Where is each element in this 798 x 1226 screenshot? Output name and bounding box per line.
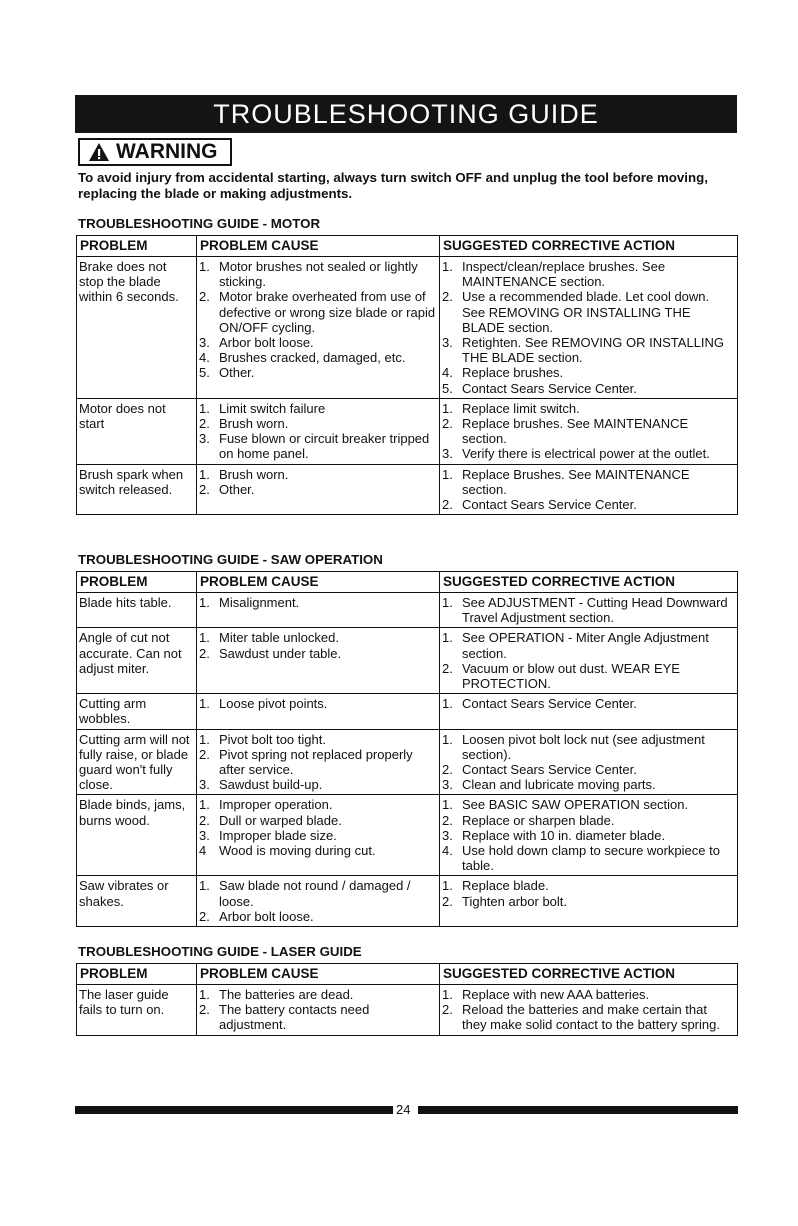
table-header-row (77, 236, 738, 257)
action-cell-list (442, 259, 734, 396)
cause-item-text: Arbor bolt loose. (219, 908, 314, 924)
cause-item-number: 3. (199, 827, 210, 843)
action-item (442, 894, 734, 909)
action-item-number: 3. (442, 777, 453, 793)
cause-item-number: 1. (199, 696, 210, 712)
cause-item-text: Saw blade not round / damaged / loose. (219, 878, 411, 909)
table-row (77, 593, 738, 628)
action-item-number: 1. (442, 797, 453, 813)
cause-item-number: 1. (199, 797, 210, 813)
action-item-number: 1. (442, 987, 453, 1002)
action-item (442, 416, 734, 446)
action-item (442, 762, 734, 777)
action-cell (440, 729, 738, 795)
cause-item-number: 4 (199, 843, 207, 859)
action-item (442, 335, 734, 365)
action-item-text: Contact Sears Service Center. (462, 696, 637, 712)
cause-item-text: Pivot spring not replaced properly after service. (219, 746, 413, 778)
cause-item-text: Motor brushes not sealed or lightly sticking. (219, 259, 418, 290)
problem-cell: Brush spark when switch released. (77, 464, 197, 515)
action-cell-list (442, 401, 734, 462)
cause-item (199, 416, 436, 431)
action-item-text: Verify there is electrical power at the outlet. (462, 446, 710, 462)
action-item-number: 1. (442, 259, 453, 274)
page-number: 24 (396, 1102, 411, 1117)
cause-item-text: Limit switch failure (219, 400, 326, 416)
cause-item (199, 350, 436, 365)
action-item-text: Replace blade. (462, 878, 549, 894)
action-item-number: 1. (442, 595, 453, 610)
cause-item (199, 595, 436, 610)
cause-cell-list (199, 630, 436, 660)
action-item-text: Vacuum or blow out dust. WEAR EYE PROTECTION. (462, 660, 680, 692)
action-cell (440, 694, 738, 729)
cause-item-number: 2. (199, 908, 210, 924)
action-item-text: Use hold down clamp to secure workpiece to table. (462, 843, 720, 874)
cause-item (199, 696, 436, 711)
table-row (77, 795, 738, 876)
cause-item-text: Improper blade size. (219, 827, 337, 843)
problem-cell: Blade hits table. (77, 593, 197, 628)
cause-item (199, 467, 436, 482)
cause-item (199, 335, 436, 350)
cause-item-text: The batteries are dead. (219, 987, 354, 1002)
cause-item (199, 813, 436, 828)
cause-cell-list (199, 878, 436, 924)
table-row (77, 628, 738, 694)
cause-cell-list (199, 401, 436, 462)
header-problem-cause: PROBLEM CAUSE (197, 236, 440, 257)
action-item (442, 797, 734, 812)
cause-cell (197, 628, 440, 694)
action-item (442, 843, 734, 873)
warning-triangle-icon (88, 142, 110, 162)
cause-item-text: Motor brake overheated from use of defective or wrong size blade or rapid ON/OFF cycling. (219, 289, 436, 335)
motor-troubleshooting-table (76, 235, 738, 515)
cause-item (199, 630, 436, 645)
cause-item (199, 797, 436, 812)
header-problem-cause: PROBLEM CAUSE (197, 572, 440, 593)
cause-item (199, 987, 436, 1002)
action-item-number: 2. (442, 812, 453, 828)
table-row (77, 694, 738, 729)
action-item-text: Loosen pivot bolt lock nut (see adjustment section). (462, 731, 705, 762)
action-item-number: 4. (442, 843, 453, 859)
cause-item-text: Brushes cracked, damaged, etc. (219, 350, 406, 366)
saw-section-title: TROUBLESHOOTING GUIDE - SAW OPERATION (78, 552, 383, 567)
header-problem: PROBLEM (77, 236, 197, 257)
table-row (77, 464, 738, 515)
action-cell-list (442, 467, 734, 513)
cause-item-number: 5. (199, 365, 210, 381)
action-item-text: Reload the batteries and make certain that they make solid contact to the battery spring. (462, 1002, 720, 1033)
action-item-number: 2. (442, 416, 453, 432)
cause-cell (197, 985, 440, 1036)
cause-cell-list (199, 595, 436, 610)
cause-item-number: 3. (199, 431, 210, 447)
action-cell (440, 795, 738, 876)
cause-item-number: 3. (199, 777, 210, 793)
cause-item-number: 2. (199, 289, 210, 305)
action-item-text: See BASIC SAW OPERATION section. (462, 797, 689, 813)
cause-item-number: 2. (199, 481, 210, 497)
table-row (77, 876, 738, 927)
action-item-text: Replace brushes. See MAINTENANCE section. (462, 416, 689, 447)
action-item-text: Contact Sears Service Center. (462, 497, 637, 513)
action-item-text: Clean and lubricate moving parts. (462, 777, 656, 793)
header-problem: PROBLEM (77, 572, 197, 593)
cause-item (199, 747, 436, 777)
cause-item-text: Sawdust under table. (219, 645, 342, 661)
cause-cell-list (199, 467, 436, 497)
footer-rule-right (418, 1106, 738, 1114)
header-corrective-action: SUGGESTED CORRECTIVE ACTION (440, 236, 738, 257)
action-cell (440, 398, 738, 464)
cause-item (199, 843, 436, 858)
warning-label: WARNING (116, 140, 218, 163)
action-item-text: Replace with new AAA batteries. (462, 987, 650, 1002)
cause-item-text: Sawdust build-up. (219, 777, 323, 793)
cause-item-number: 1. (199, 400, 210, 416)
cause-item-number: 3. (199, 335, 210, 351)
action-cell-list (442, 878, 734, 908)
cause-cell (197, 729, 440, 795)
problem-cell: Motor does not start (77, 398, 197, 464)
action-cell (440, 257, 738, 399)
cause-item (199, 365, 436, 380)
cause-item-number: 2. (199, 746, 210, 762)
action-item-number: 2. (442, 762, 453, 778)
cause-item-text: Improper operation. (219, 797, 333, 813)
action-item (442, 446, 734, 461)
action-item (442, 595, 734, 625)
action-item-text: Replace or sharpen blade. (462, 812, 615, 828)
action-cell-list (442, 630, 734, 691)
action-item-text: Contact Sears Service Center. (462, 762, 637, 778)
cause-item (199, 289, 436, 335)
cause-item (199, 909, 436, 924)
action-item-number: 2. (442, 893, 453, 909)
cause-item-text: Miter table unlocked. (219, 630, 339, 646)
action-item (442, 381, 734, 396)
cause-item-number: 1. (199, 630, 210, 646)
action-cell-list (442, 797, 734, 873)
cause-item-text: Brush worn. (219, 416, 289, 432)
action-item-number: 1. (442, 696, 453, 712)
action-item (442, 467, 734, 497)
action-item-number: 1. (442, 731, 453, 747)
action-cell (440, 876, 738, 927)
table-row (77, 985, 738, 1036)
problem-cell: Cutting arm will not fully raise, or blade guard won't fully close. (77, 729, 197, 795)
cause-item (199, 482, 436, 497)
cause-cell (197, 398, 440, 464)
cause-item-text: Misalignment. (219, 595, 300, 610)
action-cell-list (442, 987, 734, 1033)
problem-cell: Saw vibrates or shakes. (77, 876, 197, 927)
action-item-text: Replace limit switch. (462, 400, 580, 416)
action-item-number: 4. (442, 365, 453, 381)
cause-cell-list (199, 797, 436, 858)
cause-item-text: Loose pivot points. (219, 696, 328, 712)
action-item-number: 1. (442, 878, 453, 894)
action-item-number: 3. (442, 827, 453, 843)
cause-item-text: Other. (219, 481, 255, 497)
action-item (442, 777, 734, 792)
action-item-text: Contact Sears Service Center. (462, 380, 637, 396)
cause-item (199, 646, 436, 661)
header-problem-cause: PROBLEM CAUSE (197, 964, 440, 985)
warning-label-box (78, 138, 232, 166)
laser-guide-troubleshooting-table (76, 963, 738, 1036)
cause-cell (197, 257, 440, 399)
page-title-banner: TROUBLESHOOTING GUIDE (75, 95, 737, 133)
cause-item-number: 1. (199, 259, 210, 274)
action-item-text: Retighten. See REMOVING OR INSTALLING THE BLADE section. (462, 335, 725, 366)
cause-item-text: The battery contacts need adjustment. (219, 1002, 370, 1033)
cause-cell (197, 876, 440, 927)
action-item-text: Replace Brushes. See MAINTENANCE section. (462, 466, 690, 497)
cause-cell (197, 593, 440, 628)
cause-item-number: 1. (199, 466, 210, 482)
action-item (442, 696, 734, 711)
action-item-number: 2. (442, 1002, 453, 1018)
cause-cell-list (199, 696, 436, 711)
cause-item-number: 1. (199, 987, 210, 1002)
cause-item-text: Pivot bolt too tight. (219, 731, 326, 747)
cause-item (199, 259, 436, 289)
cause-item-text: Fuse blown or circuit breaker tripped on home panel. (219, 431, 430, 462)
table-row (77, 257, 738, 399)
cause-item (199, 828, 436, 843)
table-row (77, 729, 738, 795)
cause-item (199, 1002, 436, 1032)
cause-item (199, 431, 436, 461)
action-cell (440, 985, 738, 1036)
action-cell (440, 593, 738, 628)
cause-cell (197, 795, 440, 876)
warning-text: To avoid injury from accidental starting, always turn switch OFF and unplug the tool before moving, replacing the blade or making adjustments. (78, 170, 708, 201)
header-corrective-action: SUGGESTED CORRECTIVE ACTION (440, 964, 738, 985)
cause-item-text: Wood is moving during cut. (219, 843, 376, 859)
action-item-number: 2. (442, 660, 453, 676)
action-item (442, 630, 734, 660)
action-cell-list (442, 732, 734, 793)
action-item-text: Replace with 10 in. diameter blade. (462, 827, 666, 843)
action-item-text: See OPERATION - Miter Angle Adjustment section. (462, 630, 709, 661)
cause-cell (197, 694, 440, 729)
cause-item (199, 732, 436, 747)
action-item-text: See ADJUSTMENT - Cutting Head Downward Travel Adjustment section. (462, 595, 728, 626)
action-item (442, 828, 734, 843)
footer-rule-left (75, 1106, 393, 1114)
cause-item-number: 1. (199, 731, 210, 747)
cause-item-text: Brush worn. (219, 466, 289, 482)
problem-cell: Cutting arm wobbles. (77, 694, 197, 729)
problem-cell: Blade binds, jams, burns wood. (77, 795, 197, 876)
action-item-number: 2. (442, 497, 453, 513)
cause-item-number: 2. (199, 645, 210, 661)
table-header-row (77, 572, 738, 593)
action-item-number: 1. (442, 466, 453, 482)
action-item (442, 1002, 734, 1032)
problem-cell: Angle of cut not accurate. Can not adjust miter. (77, 628, 197, 694)
action-item (442, 813, 734, 828)
action-item (442, 497, 734, 512)
action-item-number: 1. (442, 630, 453, 646)
cause-item (199, 401, 436, 416)
table-row (77, 398, 738, 464)
action-item-number: 2. (442, 289, 453, 305)
action-item-text: Use a recommended blade. Let cool down. See REMOVING OR INSTALLING THE BLADE section. (462, 289, 710, 335)
action-item-text: Inspect/clean/replace brushes. See MAINTENANCE section. (462, 259, 666, 290)
action-item-number: 3. (442, 335, 453, 351)
action-item (442, 289, 734, 335)
cause-item-number: 2. (199, 1002, 210, 1018)
action-item (442, 401, 734, 416)
action-item-text: Tighten arbor bolt. (462, 893, 568, 909)
action-item (442, 878, 734, 893)
table-header-row (77, 964, 738, 985)
action-item (442, 661, 734, 691)
cause-cell-list (199, 987, 436, 1033)
action-item (442, 259, 734, 289)
cause-item-number: 4. (199, 350, 210, 366)
action-item-number: 1. (442, 400, 453, 416)
action-item-text: Replace brushes. (462, 365, 564, 381)
action-item (442, 987, 734, 1002)
laser-section-title: TROUBLESHOOTING GUIDE - LASER GUIDE (78, 944, 362, 959)
cause-item-number: 2. (199, 812, 210, 828)
action-item-number: 3. (442, 446, 453, 462)
cause-item (199, 878, 436, 908)
header-problem: PROBLEM (77, 964, 197, 985)
cause-item-number: 1. (199, 878, 210, 894)
action-cell-list (442, 595, 734, 625)
cause-cell-list (199, 259, 436, 381)
action-item-number: 5. (442, 380, 453, 396)
cause-cell-list (199, 732, 436, 793)
cause-item-number: 2. (199, 416, 210, 432)
header-corrective-action: SUGGESTED CORRECTIVE ACTION (440, 572, 738, 593)
action-item (442, 732, 734, 762)
motor-section-title: TROUBLESHOOTING GUIDE - MOTOR (78, 216, 321, 231)
cause-item-number: 1. (199, 595, 210, 610)
cause-item-text: Dull or warped blade. (219, 812, 342, 828)
saw-operation-troubleshooting-table (76, 571, 738, 927)
cause-cell (197, 464, 440, 515)
action-cell (440, 464, 738, 515)
action-item (442, 365, 734, 380)
cause-item-text: Arbor bolt loose. (219, 335, 314, 351)
action-cell-list (442, 696, 734, 711)
action-cell (440, 628, 738, 694)
cause-item-text: Other. (219, 365, 255, 381)
cause-item (199, 777, 436, 792)
problem-cell: The laser guide fails to turn on. (77, 985, 197, 1036)
problem-cell: Brake does not stop the blade within 6 seconds. (77, 257, 197, 399)
